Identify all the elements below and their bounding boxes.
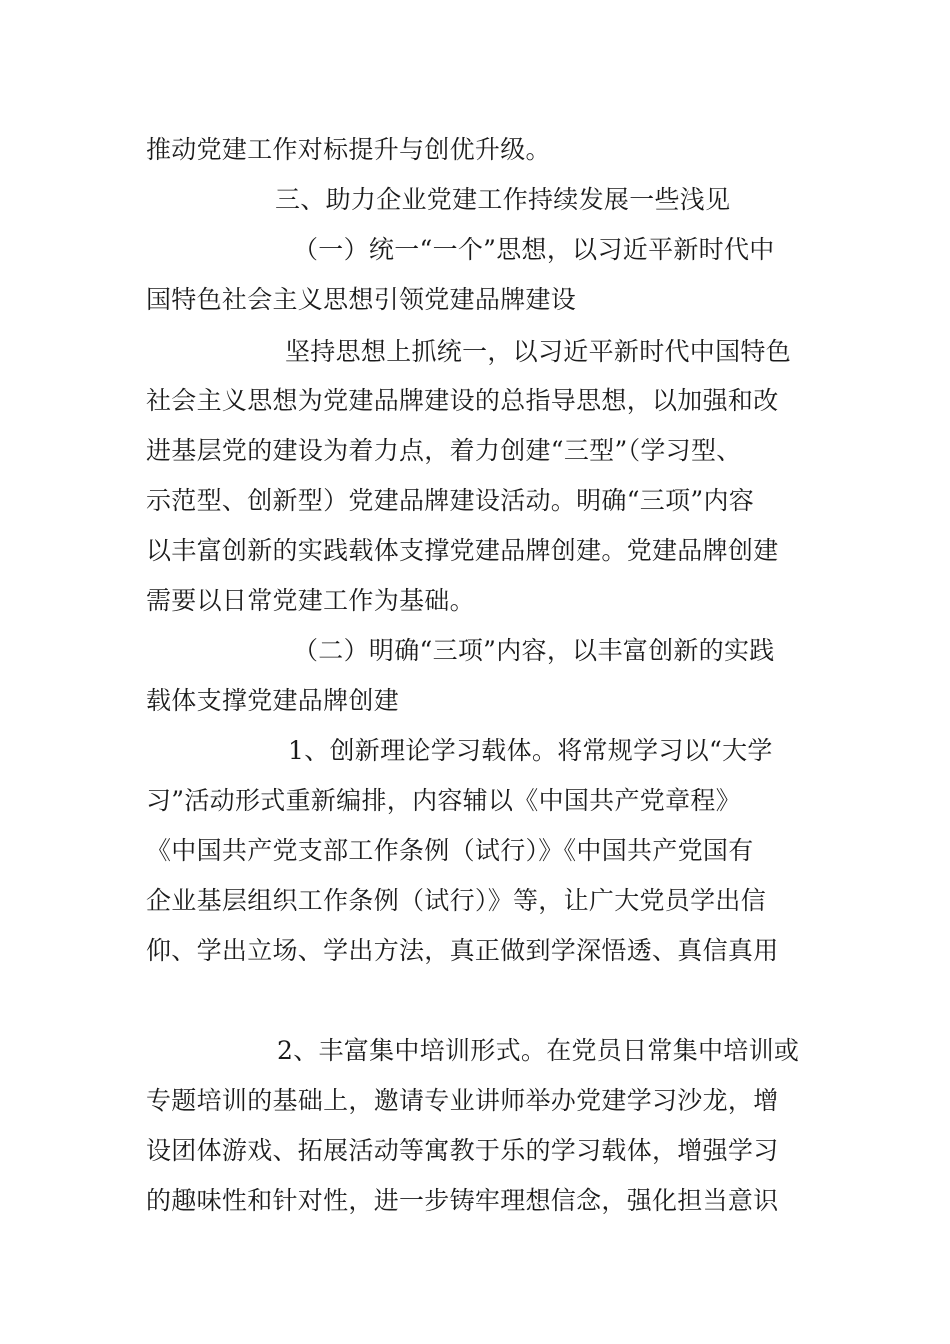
- subsection-heading-cont: 载体支撑党建品牌创建: [146, 686, 400, 715]
- paragraph-line: 《中国共产党支部工作条例（试行）》《中国共产党国有: [146, 836, 754, 865]
- paragraph-line: 示范型、创新型）党建品牌建设活动。明确“三项”内容: [146, 486, 755, 515]
- paragraph-line: 2、丰富集中培训形式。在党员日常集中培训或: [277, 1036, 800, 1065]
- paragraph-line: 仰、学出立场、学出方法，真正做到学深悟透、真信真用: [146, 936, 779, 965]
- subsection-heading: （二）明确“三项”内容，以丰富创新的实践: [293, 636, 775, 665]
- paragraph-line: 专题培训的基础上，邀请专业讲师举办党建学习沙龙，增: [146, 1086, 779, 1115]
- paragraph-line: 1、创新理论学习载体。将常规学习以“大学: [288, 736, 773, 765]
- paragraph-line: 坚持思想上抓统一，以习近平新时代中国特色: [285, 337, 792, 366]
- text-line: 推动党建工作对标提升与创优升级。: [146, 135, 551, 164]
- paragraph-line: 需要以日常党建工作为基础。: [146, 586, 475, 615]
- paragraph-line: 企业基层组织工作条例（试行）》等，让广大党员学出信: [146, 886, 767, 915]
- section-heading: 三、助力企业党建工作持续发展一些浅见: [275, 185, 731, 214]
- paragraph-line: 进基层党的建设为着力点，着力创建“三型”（学习型、: [146, 436, 742, 465]
- paragraph-line: 设团体游戏、拓展活动等寓教于乐的学习载体，增强学习: [146, 1136, 779, 1165]
- paragraph-line: 的趣味性和针对性，进一步铸牢理想信念，强化担当意识: [146, 1186, 779, 1215]
- paragraph-line: 社会主义思想为党建品牌建设的总指导思想，以加强和改: [146, 386, 779, 415]
- paragraph-line: 以丰富创新的实践载体支撑党建品牌创建。党建品牌创建: [146, 536, 779, 565]
- subsection-heading-cont: 国特色社会主义思想引领党建品牌建设: [146, 285, 577, 314]
- subsection-heading: （一）统一“一个”思想，以习近平新时代中: [293, 235, 775, 264]
- paragraph-line: 习”活动形式重新编排，内容辅以《中国共产党章程》: [146, 786, 741, 815]
